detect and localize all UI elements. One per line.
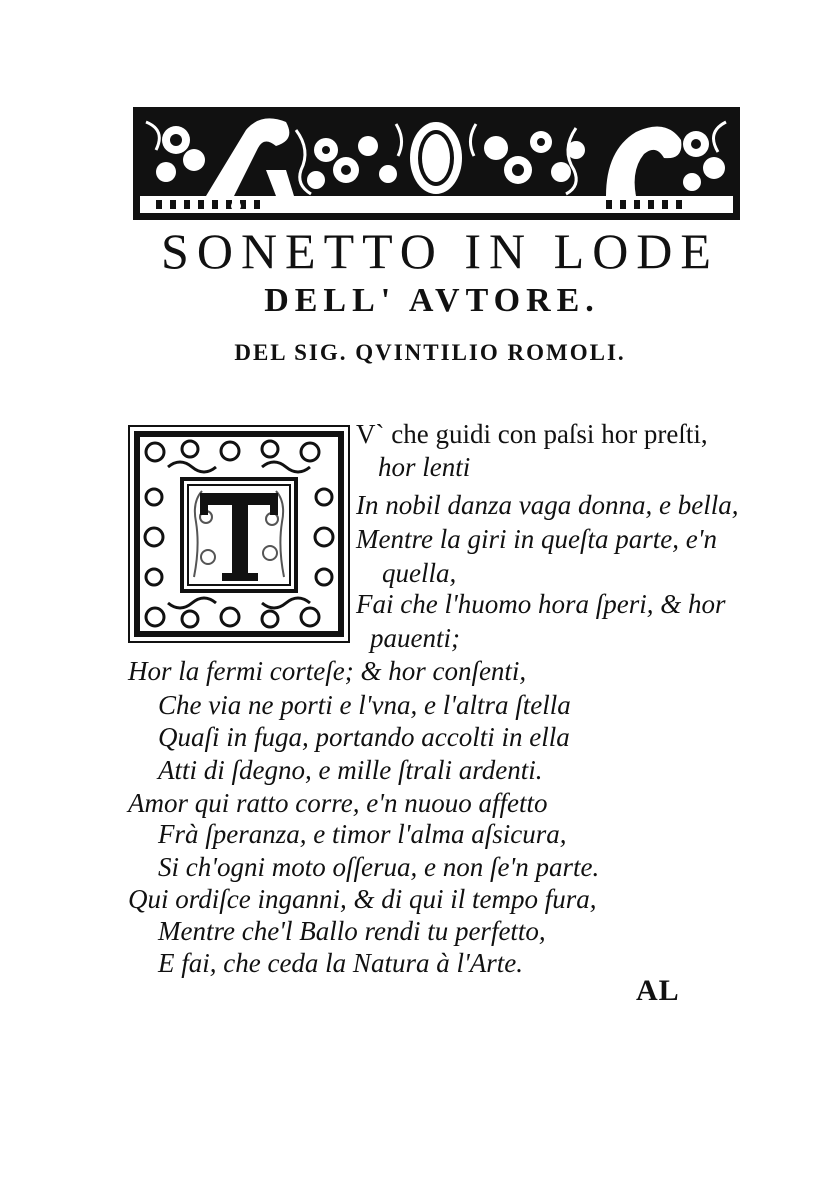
verse-line [356, 524, 717, 555]
verse-line [370, 623, 460, 654]
verse-line-text: Mentre la giri in queſta parte, e'n [356, 524, 717, 554]
catchword: AL [636, 974, 680, 1007]
title-line-2: DELL' AVTORE. [264, 282, 600, 319]
verse-line-text: Amor qui ratto corre, e'n nuouo affetto [128, 788, 548, 818]
verse-line-text: Si ch'ogni moto oſſerua, e non ſe'n parte. [158, 852, 600, 882]
verse-line [158, 755, 542, 786]
verse-line [158, 819, 567, 850]
verse-line [158, 722, 570, 753]
verse-line-text: Quaſi in fuga, portando accolti in ella [158, 722, 570, 752]
verse-line [128, 788, 548, 819]
verse-line-text: Che via ne porti e l'vna, e l'altra ſtella [158, 690, 571, 720]
verse-line [158, 852, 599, 883]
title-line-3: DEL SIG. QVINTILIO ROMOLI. [234, 340, 626, 365]
verse-line [356, 589, 726, 620]
verse-line-text: Mentre che'l Ballo rendi tu perfetto, [158, 916, 546, 946]
verse-line [158, 690, 571, 721]
verse-line-text: In nobil danza vaga donna, e bella, [356, 490, 739, 520]
verse-line-text: quella, [382, 558, 457, 588]
verse-line-text: V` che guidi con paſsi hor preſti, [356, 419, 708, 449]
verse-line [382, 558, 456, 589]
title-line-1: SONETTO IN LODE [161, 223, 719, 279]
verse-line [356, 419, 708, 450]
verse-line [128, 656, 526, 687]
verse-line-text: hor lenti [378, 452, 471, 482]
verse-line-text: Fai che l'huomo hora ſperi, & hor [356, 589, 726, 619]
verse-line-text: Frà ſperanza, e timor l'alma aſsicura, [158, 819, 567, 849]
verse-line [378, 452, 470, 483]
verse-line [158, 916, 546, 947]
verse-line-text: Qui ordiſce inganni, & di qui il tempo fura, [128, 884, 597, 914]
verse-line [128, 884, 596, 915]
verse-line-text: Atti di ſdegno, e mille ſtrali ardenti. [158, 755, 543, 785]
verse-line-text: E fai, che ceda la Natura à l'Arte. [158, 948, 523, 978]
verse-line [356, 490, 738, 521]
verse-line-text: Hor la fermi corteſe; & hor conſenti, [128, 656, 527, 686]
verse-line [158, 948, 523, 979]
verse-line-text: pauenti; [370, 623, 460, 653]
